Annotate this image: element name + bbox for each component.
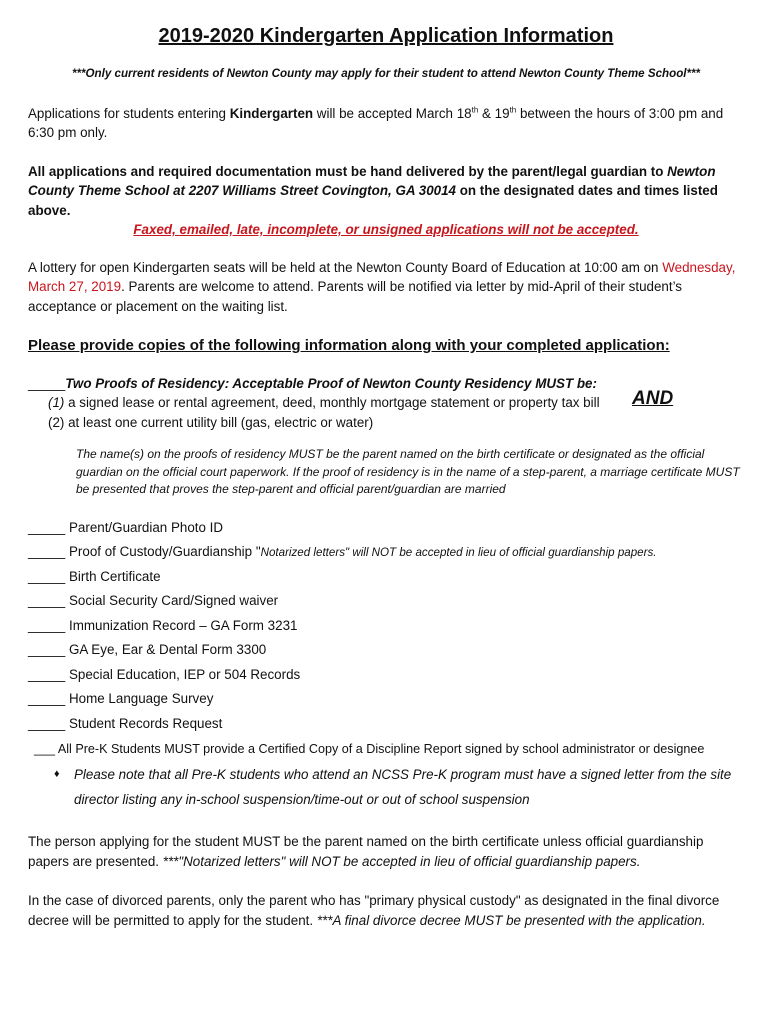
checkbox-blank: _____ — [28, 617, 66, 633]
lottery-paragraph — [28, 258, 744, 317]
text: & 19 — [478, 105, 510, 121]
text: on the designated dates and times listed above. — [28, 183, 718, 218]
item-label: All Pre-K Students MUST provide a Certified Copy of a Discipline Report signed by school administrator or designee — [57, 742, 705, 756]
item-label: Home Language Survey — [68, 691, 214, 706]
text: Applications for students entering — [28, 105, 230, 121]
list-item — [28, 638, 744, 663]
list-item — [28, 663, 744, 688]
applicant-paragraph — [28, 832, 744, 871]
text: between the hours of 3:00 pm and 6:30 pm only. — [28, 105, 724, 140]
checkbox-blank: _____ — [28, 568, 66, 584]
text: In the case of divorced parents, only the parent who has "primary physical custody" as designated in the final divorce decree will be permitted to apply for the student. — [28, 893, 720, 928]
item-label: Student Records Request — [68, 715, 223, 731]
item-label: Birth Certificate — [68, 568, 161, 584]
document-page — [28, 22, 744, 930]
superscript: th — [471, 105, 479, 115]
list-item — [28, 614, 744, 639]
checkbox-blank: _____ — [28, 666, 66, 682]
checkbox-blank: _____ — [28, 593, 66, 608]
list-item — [28, 687, 744, 712]
residency-note: The name(s) on the proofs of residency MUST be the parent named on the birth certificate or designated as the official guardian on the official court paperwork. If the proof of residency is in the name of a step-parent, a marriage certificate MUST be presented that proves the step-parent and official parent/guardian are married — [76, 447, 740, 496]
item-note: Notarized letters" will NOT be accepted in lieu of official guardianship papers. — [260, 546, 657, 559]
italic-note: ***A final divorce decree MUST be presented with the application. — [316, 912, 706, 928]
item-label: Proof of Custody/Guardianship " — [68, 544, 261, 559]
text: Two Proofs of Residency: Acceptable Proof of Newton County Residency MUST be: — [65, 375, 597, 391]
text: The person applying for the student MUST be the parent named on the birth certificate unless official guardianship papers are presented. — [28, 834, 704, 869]
divorce-paragraph — [28, 891, 744, 930]
text: . Parents are welcome to attend. Parents will be notified via letter by mid-April of their student’s acceptance or placement on the waiting list. — [28, 279, 683, 314]
list-item — [28, 589, 744, 614]
checkbox-blank: ___ — [34, 742, 56, 756]
checkbox-blank: _____ — [28, 691, 66, 706]
checkbox-blank: _____ — [28, 642, 66, 657]
lottery-date: Wednesday, March 27, 2019 — [28, 259, 736, 294]
italic-note: ***"Notarized letters" will NOT be accepted in lieu of official guardianship papers. — [162, 853, 641, 869]
school-address: Newton County Theme School at 2207 Williams Street Covington, GA 30014 — [28, 163, 716, 198]
text: Please note that all Pre-K students who attend an NCSS Pre-K program must have a signed letter from the site director listing any in-school suspension/time-out or out of school suspension — [74, 767, 732, 807]
checkbox-blank: _____ — [28, 715, 66, 731]
prek-note — [28, 762, 744, 812]
text: A lottery for open Kindergarten seats will be held at the Newton County Board of Education at 10:00 am on — [28, 259, 663, 275]
proof-item-2: (2) at least one current utility bill (gas, electric or water) — [48, 414, 374, 430]
list-item — [34, 736, 744, 762]
item-label: Parent/Guardian Photo ID — [68, 519, 224, 535]
item-label: Immunization Record – GA Form 3231 — [68, 617, 298, 633]
text: a signed lease or rental agreement, deed, monthly mortgage statement or property tax bill — [64, 395, 600, 410]
item-label: Special Education, IEP or 504 Records — [68, 666, 301, 682]
superscript: th — [509, 105, 517, 115]
list-item — [28, 565, 744, 590]
checkbox-blank: _____ — [28, 544, 66, 559]
kindergarten-bold: Kindergarten — [229, 105, 314, 121]
text: All applications and required documentation must be hand delivered by the parent/legal guardian to — [28, 163, 668, 179]
residency-notice: ***Only current residents of Newton County may apply for their student to attend Newton County Theme School*** — [71, 67, 701, 80]
item-label: GA Eye, Ear & Dental Form 3300 — [68, 642, 267, 657]
not-accepted-warning: Faxed, emailed, late, incomplete, or unsigned applications will not be accepted. — [133, 222, 639, 237]
list-item — [28, 712, 744, 737]
item-label: Social Security Card/Signed waiver — [68, 593, 279, 608]
checkbox-blank: _____ — [28, 519, 66, 535]
and-emphasis: AND — [632, 388, 674, 409]
checkbox-blank: _____ — [28, 375, 66, 391]
list-item — [28, 516, 744, 541]
page-title: 2019-2020 Kindergarten Application Information — [158, 25, 614, 47]
text: will be accepted March 18 — [313, 105, 472, 121]
document-checklist — [28, 516, 744, 763]
diamond-bullet-icon: ♦ — [54, 768, 60, 780]
proof-item-1 — [28, 388, 744, 413]
section-heading: Please provide copies of the following information along with your completed application: — [28, 337, 670, 354]
application-dates-paragraph — [28, 104, 744, 143]
list-item — [28, 540, 744, 565]
item-number: (1) — [48, 395, 65, 410]
delivery-paragraph — [28, 162, 744, 221]
